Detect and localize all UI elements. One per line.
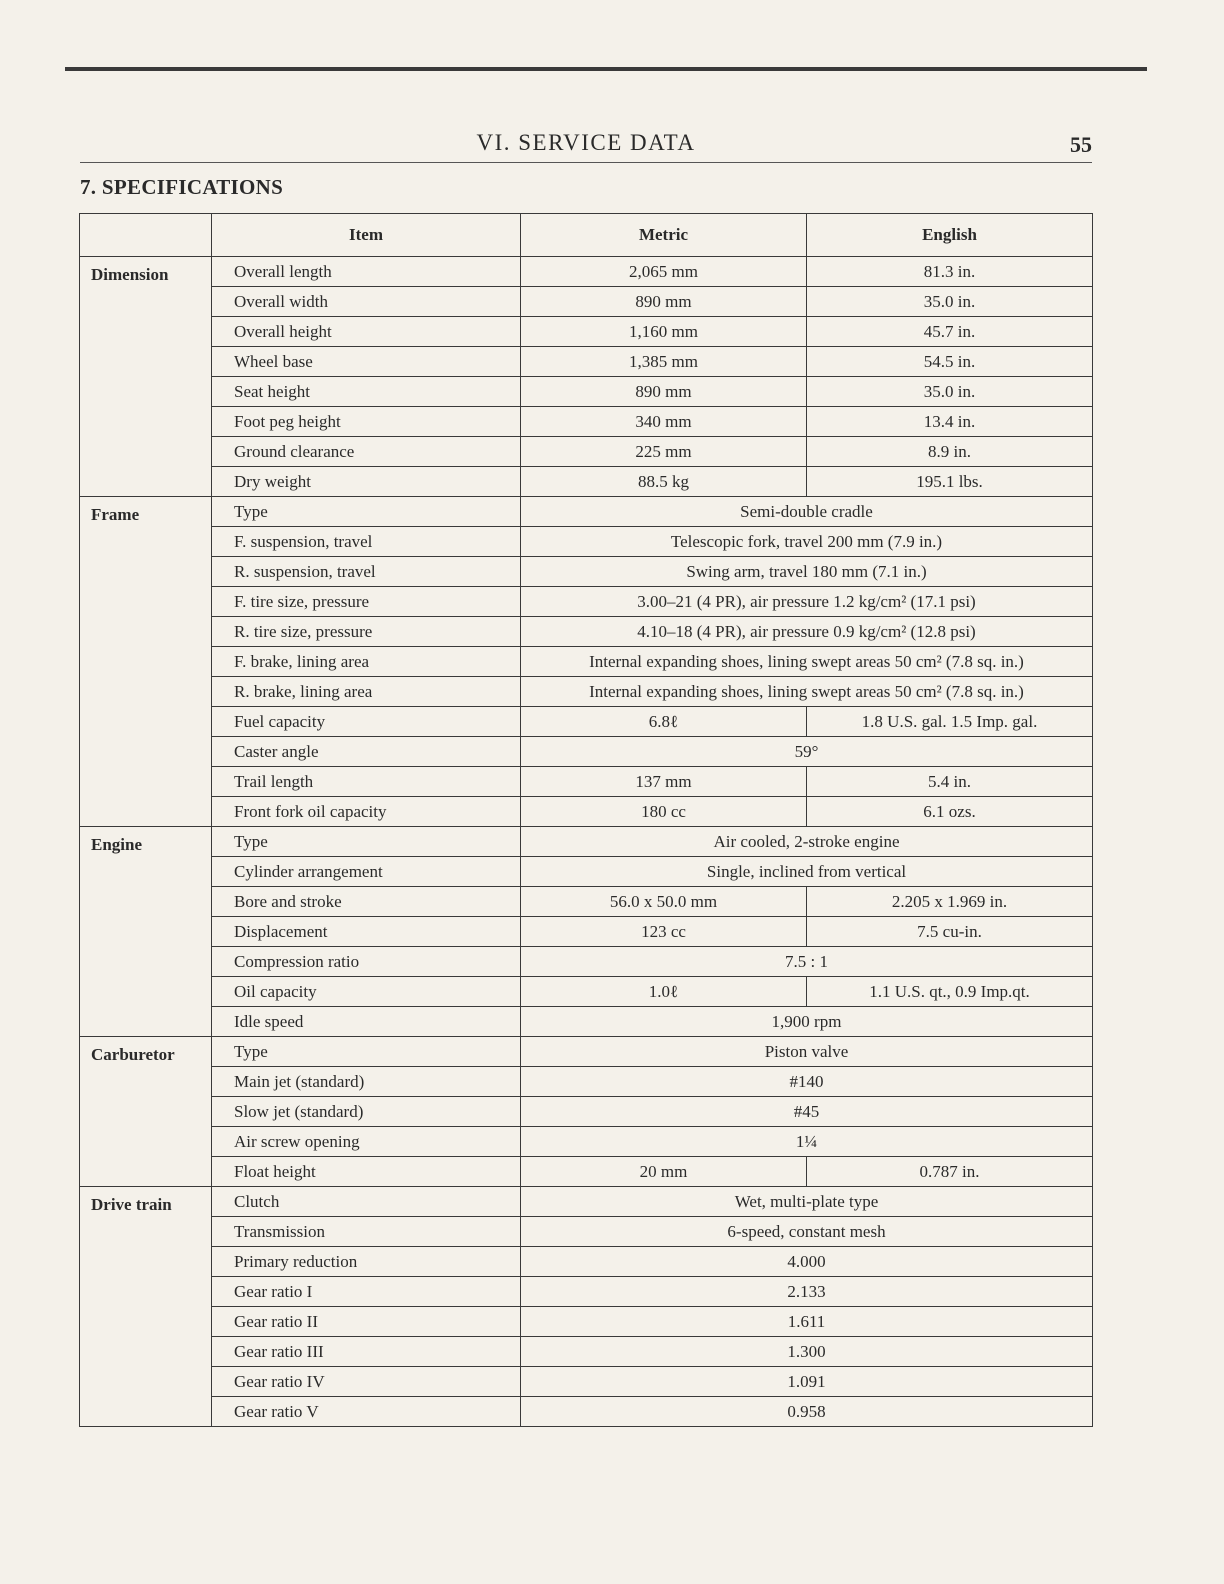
- english-cell: 1.1 U.S. qt., 0.9 Imp.qt.: [807, 977, 1093, 1007]
- category-cell: Carburetor: [80, 1037, 212, 1187]
- item-cell: Front fork oil capacity: [212, 797, 521, 827]
- item-cell: Overall length: [212, 257, 521, 287]
- table-row: [80, 1307, 1093, 1337]
- table-row: [80, 1157, 1093, 1187]
- value-cell: 1.091: [521, 1367, 1093, 1397]
- value-cell: 7.5 : 1: [521, 947, 1093, 977]
- value-cell: Air cooled, 2-stroke engine: [521, 827, 1093, 857]
- column-header-english: English: [807, 214, 1093, 257]
- table-row: [80, 767, 1093, 797]
- page-title: VI. SERVICE DATA: [476, 130, 696, 155]
- english-cell: 5.4 in.: [807, 767, 1093, 797]
- english-cell: 8.9 in.: [807, 437, 1093, 467]
- english-cell: 81.3 in.: [807, 257, 1093, 287]
- page-header: [80, 128, 1092, 163]
- value-cell: 2.133: [521, 1277, 1093, 1307]
- table-row: [80, 1097, 1093, 1127]
- english-cell: 7.5 cu-in.: [807, 917, 1093, 947]
- value-cell: Piston valve: [521, 1037, 1093, 1067]
- metric-cell: 180 cc: [521, 797, 807, 827]
- item-cell: Gear ratio I: [212, 1277, 521, 1307]
- item-cell: Seat height: [212, 377, 521, 407]
- table-row: [80, 1367, 1093, 1397]
- table-header-row: [80, 214, 1093, 257]
- table-row: [80, 407, 1093, 437]
- table-row: [80, 377, 1093, 407]
- value-cell: Internal expanding shoes, lining swept areas 50 cm² (7.8 sq. in.): [521, 677, 1093, 707]
- item-cell: Type: [212, 827, 521, 857]
- item-cell: R. tire size, pressure: [212, 617, 521, 647]
- table-row: [80, 257, 1093, 287]
- value-cell: Semi-double cradle: [521, 497, 1093, 527]
- value-cell: 1,900 rpm: [521, 1007, 1093, 1037]
- table-row: [80, 467, 1093, 497]
- table-row: [80, 287, 1093, 317]
- item-cell: Main jet (standard): [212, 1067, 521, 1097]
- value-cell: 1¼: [521, 1127, 1093, 1157]
- category-cell: Drive train: [80, 1187, 212, 1427]
- item-cell: Gear ratio II: [212, 1307, 521, 1337]
- metric-cell: 2,065 mm: [521, 257, 807, 287]
- item-cell: Type: [212, 1037, 521, 1067]
- table-row: [80, 497, 1093, 527]
- english-cell: 45.7 in.: [807, 317, 1093, 347]
- metric-cell: 56.0 x 50.0 mm: [521, 887, 807, 917]
- value-cell: 4.000: [521, 1247, 1093, 1277]
- english-cell: 195.1 lbs.: [807, 467, 1093, 497]
- item-cell: Bore and stroke: [212, 887, 521, 917]
- metric-cell: 1,385 mm: [521, 347, 807, 377]
- table-row: [80, 677, 1093, 707]
- item-cell: Compression ratio: [212, 947, 521, 977]
- metric-cell: 1.0ℓ: [521, 977, 807, 1007]
- table-row: [80, 797, 1093, 827]
- table-row: [80, 347, 1093, 377]
- value-cell: 59°: [521, 737, 1093, 767]
- table-row: [80, 1277, 1093, 1307]
- table-row: [80, 977, 1093, 1007]
- table-row: [80, 1037, 1093, 1067]
- category-cell: Frame: [80, 497, 212, 827]
- english-cell: 54.5 in.: [807, 347, 1093, 377]
- table-row: [80, 917, 1093, 947]
- table-row: [80, 737, 1093, 767]
- table-row: [80, 1007, 1093, 1037]
- value-cell: #45: [521, 1097, 1093, 1127]
- category-cell: Dimension: [80, 257, 212, 497]
- table-row: [80, 947, 1093, 977]
- english-cell: 2.205 x 1.969 in.: [807, 887, 1093, 917]
- table-row: [80, 1067, 1093, 1097]
- table-row: [80, 707, 1093, 737]
- metric-cell: 123 cc: [521, 917, 807, 947]
- item-cell: Wheel base: [212, 347, 521, 377]
- table-row: [80, 827, 1093, 857]
- corner-header-cell: [80, 214, 212, 257]
- english-cell: 35.0 in.: [807, 287, 1093, 317]
- specifications-table: [79, 213, 1093, 1427]
- value-cell: 1.300: [521, 1337, 1093, 1367]
- item-cell: Gear ratio III: [212, 1337, 521, 1367]
- item-cell: F. tire size, pressure: [212, 587, 521, 617]
- item-cell: R. brake, lining area: [212, 677, 521, 707]
- item-cell: Oil capacity: [212, 977, 521, 1007]
- item-cell: Ground clearance: [212, 437, 521, 467]
- value-cell: Internal expanding shoes, lining swept areas 50 cm² (7.8 sq. in.): [521, 647, 1093, 677]
- value-cell: Wet, multi-plate type: [521, 1187, 1093, 1217]
- english-cell: 1.8 U.S. gal. 1.5 Imp. gal.: [807, 707, 1093, 737]
- item-cell: Cylinder arrangement: [212, 857, 521, 887]
- english-cell: 6.1 ozs.: [807, 797, 1093, 827]
- item-cell: Displacement: [212, 917, 521, 947]
- table-row: [80, 437, 1093, 467]
- metric-cell: 225 mm: [521, 437, 807, 467]
- metric-cell: 88.5 kg: [521, 467, 807, 497]
- value-cell: Single, inclined from vertical: [521, 857, 1093, 887]
- value-cell: 1.611: [521, 1307, 1093, 1337]
- table-row: [80, 1187, 1093, 1217]
- item-cell: Clutch: [212, 1187, 521, 1217]
- metric-cell: 1,160 mm: [521, 317, 807, 347]
- metric-cell: 340 mm: [521, 407, 807, 437]
- value-cell: Telescopic fork, travel 200 mm (7.9 in.): [521, 527, 1093, 557]
- value-cell: 6-speed, constant mesh: [521, 1217, 1093, 1247]
- table-row: [80, 587, 1093, 617]
- table-row: [80, 857, 1093, 887]
- item-cell: Gear ratio V: [212, 1397, 521, 1427]
- item-cell: Type: [212, 497, 521, 527]
- item-cell: Air screw opening: [212, 1127, 521, 1157]
- item-cell: Fuel capacity: [212, 707, 521, 737]
- item-cell: Primary reduction: [212, 1247, 521, 1277]
- value-cell: Swing arm, travel 180 mm (7.1 in.): [521, 557, 1093, 587]
- table-row: [80, 1217, 1093, 1247]
- value-cell: 4.10–18 (4 PR), air pressure 0.9 kg/cm² (12.8 psi): [521, 617, 1093, 647]
- table-row: [80, 1397, 1093, 1427]
- item-cell: Foot peg height: [212, 407, 521, 437]
- table-row: [80, 1127, 1093, 1157]
- english-cell: 35.0 in.: [807, 377, 1093, 407]
- item-cell: Overall height: [212, 317, 521, 347]
- item-cell: F. suspension, travel: [212, 527, 521, 557]
- value-cell: #140: [521, 1067, 1093, 1097]
- page-number: 55: [1070, 132, 1092, 157]
- metric-cell: 137 mm: [521, 767, 807, 797]
- section-title: 7. SPECIFICATIONS: [80, 175, 284, 199]
- value-cell: 0.958: [521, 1397, 1093, 1427]
- metric-cell: 20 mm: [521, 1157, 807, 1187]
- metric-cell: 890 mm: [521, 287, 807, 317]
- top-rule: [65, 67, 1147, 71]
- item-cell: Caster angle: [212, 737, 521, 767]
- item-cell: R. suspension, travel: [212, 557, 521, 587]
- english-cell: 13.4 in.: [807, 407, 1093, 437]
- metric-cell: 890 mm: [521, 377, 807, 407]
- item-cell: Idle speed: [212, 1007, 521, 1037]
- item-cell: Slow jet (standard): [212, 1097, 521, 1127]
- table-row: [80, 1247, 1093, 1277]
- english-cell: 0.787 in.: [807, 1157, 1093, 1187]
- item-cell: Gear ratio IV: [212, 1367, 521, 1397]
- item-cell: Dry weight: [212, 467, 521, 497]
- table-body: [80, 257, 1093, 1427]
- column-header-metric: Metric: [521, 214, 807, 257]
- column-header-item: Item: [212, 214, 521, 257]
- table-row: [80, 647, 1093, 677]
- table-row: [80, 527, 1093, 557]
- category-cell: Engine: [80, 827, 212, 1037]
- item-cell: Transmission: [212, 1217, 521, 1247]
- item-cell: Float height: [212, 1157, 521, 1187]
- table-row: [80, 557, 1093, 587]
- table-row: [80, 1337, 1093, 1367]
- table-row: [80, 617, 1093, 647]
- metric-cell: 6.8ℓ: [521, 707, 807, 737]
- item-cell: F. brake, lining area: [212, 647, 521, 677]
- table-row: [80, 887, 1093, 917]
- item-cell: Trail length: [212, 767, 521, 797]
- value-cell: 3.00–21 (4 PR), air pressure 1.2 kg/cm² (17.1 psi): [521, 587, 1093, 617]
- table-row: [80, 317, 1093, 347]
- item-cell: Overall width: [212, 287, 521, 317]
